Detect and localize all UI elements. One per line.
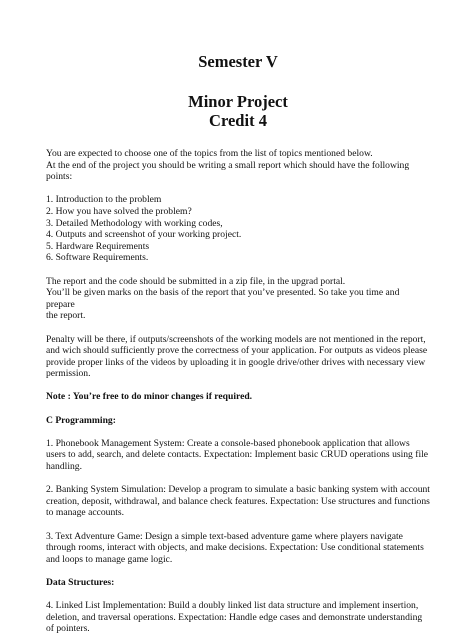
- submission-paragraph: [46, 276, 430, 322]
- list-item: 4. Outputs and screenshot of your working project.: [46, 229, 242, 241]
- project-title: Minor Project: [188, 92, 288, 111]
- c-programming-heading: C Programming:: [46, 414, 116, 426]
- intro-line: You are expected to choose one of the topics from the list of topics mentioned below.: [46, 148, 373, 159]
- note-text: Note : You’re free to do minor changes if required.: [46, 391, 253, 403]
- intro-line: points:: [46, 171, 73, 183]
- intro-line: At the end of the project you should be writing a small report which should have the following: [46, 159, 410, 171]
- credit-title: Credit 4: [209, 111, 267, 130]
- topic-item: [46, 484, 430, 519]
- topic-item: [46, 438, 430, 473]
- topic-line: 4. Linked List Implementation: Build a doubly linked list data structure and implement insertion,: [46, 600, 419, 612]
- topic-line: handling.: [46, 461, 82, 473]
- topic-line: deletion, and traversal operations. Expectation: Handle edge cases and demonstrate understanding: [46, 611, 423, 623]
- penalty-line: Penalty will be there, if outputs/screenshots of the working models are not mentioned in the report,: [46, 333, 426, 345]
- topic-line: and loops to manage game logic.: [46, 553, 173, 565]
- list-item: 1. Introduction to the problem: [46, 194, 162, 206]
- topic-line: 3. Text Adventure Game: Design a simple text-based adventure game where players navigate: [46, 530, 403, 542]
- penalty-paragraph: [46, 334, 430, 380]
- penalty-line: provide proper links of the videos by uploading it in google drive/other drives with necessary view: [46, 356, 426, 368]
- submission-line: You’ll be given marks on the basis of the report that you’ve presented. So take you time and prepare: [46, 287, 400, 310]
- topic-line: 1. Phonebook Management System: Create a console-based phonebook application that allows: [46, 437, 410, 449]
- list-item: 2. How you have solved the problem?: [46, 205, 192, 217]
- list-item: 5. Hardware Requirements: [46, 240, 150, 252]
- topic-line: of pointers.: [46, 623, 90, 635]
- topic-line: through rooms, interact with objects, and make decisions. Expectation: Use conditional statements: [46, 542, 424, 554]
- topic-line: users to add, search, and delete contacts. Expectation: Implement basic CRUD operations using file: [46, 449, 429, 461]
- submission-line: The report and the code should be submitted in a zip file, in the upgrad portal.: [46, 275, 346, 287]
- penalty-line: permission.: [46, 368, 91, 380]
- topic-item: [46, 600, 430, 635]
- topic-line: 2. Banking System Simulation: Develop a program to simulate a basic banking system with account: [46, 484, 430, 496]
- topic-line: creation, deposit, withdrawal, and balance check features. Expectation: Use structures and functions: [46, 495, 430, 507]
- intro-paragraph: [46, 148, 430, 183]
- topic-line: to manage accounts.: [46, 507, 125, 519]
- data-structures-heading: Data Structures:: [46, 576, 115, 588]
- list-item: 3. Detailed Methodology with working codes,: [46, 217, 223, 229]
- topic-item: [46, 531, 430, 566]
- submission-line: the report.: [46, 310, 86, 322]
- penalty-line: and wich should sufficiently prove the correctness of your application. For outputs as videos please: [46, 345, 428, 357]
- list-item: 6. Software Requirements.: [46, 252, 149, 264]
- report-points-list: [46, 194, 430, 264]
- semester-title: Semester V: [198, 52, 278, 71]
